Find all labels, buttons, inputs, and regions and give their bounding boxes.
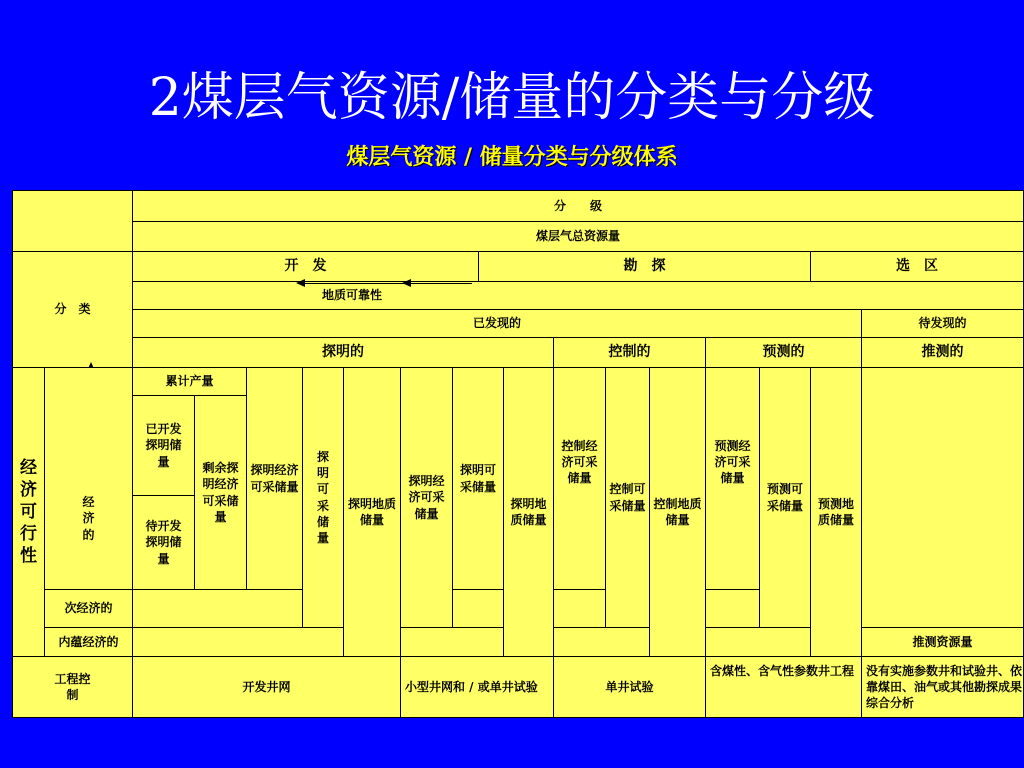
economic-feasibility-label: 经济可行性 xyxy=(12,367,45,657)
inferred-resource: 推测资源量 xyxy=(861,627,1024,657)
discovered-header: 已发现的 xyxy=(132,309,862,338)
slide-subtitle: 煤层气资源 / 储量分类与分级体系 xyxy=(346,145,678,170)
stage-select: 选 区 xyxy=(810,251,1024,282)
pred-geo: 预测地质储量 xyxy=(810,367,862,657)
proven-geo-a: 探明地质储量 xyxy=(343,367,401,657)
proven-geo-b: 探明地质储量 xyxy=(503,367,554,657)
small-well-net: 小型井网和 / 或单井试验 xyxy=(400,656,554,718)
left-arrow-line-2 xyxy=(410,283,472,284)
sub-econ-proven-fill xyxy=(132,589,303,628)
stage-explore: 勘 探 xyxy=(478,251,811,282)
level-predicted: 预测的 xyxy=(705,337,862,368)
left-arrow-icon-1 xyxy=(296,279,305,287)
sub-econ-fill-d xyxy=(705,589,760,628)
pred-econ: 预测经济可采储量 xyxy=(705,367,760,590)
stage-dev: 开 发 xyxy=(132,251,479,282)
dev-well-net: 开发井网 xyxy=(132,656,401,718)
geo-reliability-label: 地质可靠性 xyxy=(321,287,382,302)
proven-econ-recoverable-b: 探明经济可采储量 xyxy=(400,367,453,628)
ctrl-geo: 控制地质储量 xyxy=(649,367,706,657)
pred-recoverable: 预测可采储量 xyxy=(759,367,811,628)
level-proven: 探明的 xyxy=(132,337,554,368)
proven-econ-recoverable-a: 探明经济可采储量 xyxy=(246,367,303,590)
intrinsic-fill-a xyxy=(132,627,344,657)
sub-economic-label: 次经济的 xyxy=(44,589,133,628)
sub-econ-fill-c xyxy=(553,589,606,628)
intrinsic-fill-b xyxy=(400,627,504,657)
proven-recoverable-vertical: 探明可采储量 xyxy=(302,367,344,628)
left-arrow-line-1 xyxy=(304,283,404,284)
developed-proven: 已开发探明储量 xyxy=(132,395,195,496)
inferred-empty xyxy=(861,367,1024,628)
level-controlled: 控制的 xyxy=(553,337,706,368)
geo-reliability-row xyxy=(132,281,1024,310)
undeveloped-proven: 待开发探明储量 xyxy=(132,495,195,590)
grade-header: 分 级 xyxy=(132,190,1024,222)
engineering-control-label: 工程控制 xyxy=(12,656,133,718)
total-resource-header: 煤层气总资源量 xyxy=(132,221,1024,252)
undiscovered-header: 待发现的 xyxy=(861,309,1024,338)
slide-title: 2煤层气资源/储量的分类与分级 xyxy=(148,68,876,128)
category-header: 分 类 xyxy=(12,251,133,368)
single-well-test: 单井试验 xyxy=(553,656,706,718)
remaining-proven: 剩余探明经济可采储量 xyxy=(194,395,247,590)
no-param-wells: 没有实施参数井和试验井、依靠煤田、油气或其他勘探成果综合分析 xyxy=(861,656,1024,718)
intrinsic-fill-d xyxy=(705,627,811,657)
ctrl-econ: 控制经济可采储量 xyxy=(553,367,606,590)
ctrl-recoverable: 控制可采储量 xyxy=(605,367,650,628)
proven-recoverable-b: 探明可采储量 xyxy=(452,367,504,590)
left-arrow-icon-2 xyxy=(402,279,411,287)
intrinsic-economic-label: 内蕴经济的 xyxy=(44,627,133,657)
corner-cell xyxy=(12,190,133,252)
economic-label: 经济的 xyxy=(44,367,133,590)
coal-param-wells: 含煤性、含气性参数井工程 xyxy=(705,656,862,718)
intrinsic-fill-c xyxy=(553,627,650,657)
sub-econ-fill-b xyxy=(452,589,504,628)
level-inferred: 推测的 xyxy=(861,337,1024,368)
classification-table xyxy=(12,190,1024,718)
cumulative-production: 累计产量 xyxy=(132,367,247,396)
